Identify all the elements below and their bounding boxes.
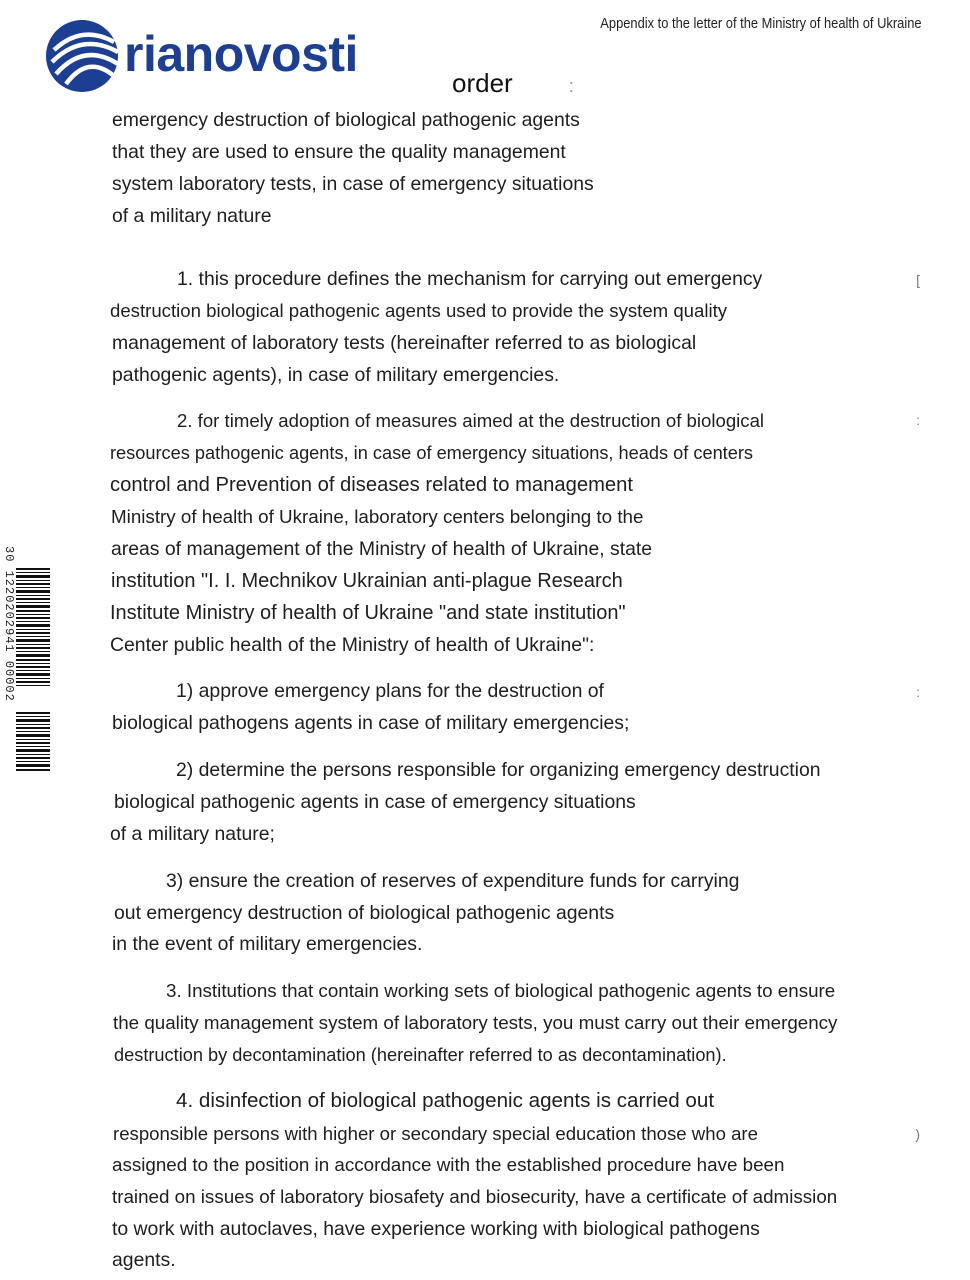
paragraph-line: 3. Institutions that contain working sets of biological pathogenic agents to ensure [166, 980, 836, 1001]
paragraph-line: 1. this procedure defines the mechanism for carrying out emergency [177, 268, 763, 290]
paragraph-line: agents. [112, 1249, 176, 1271]
paragraph-line: destruction by decontamination (hereinafter referred to as decontamination). [114, 1045, 727, 1065]
list-item-line: 1) approve emergency plans for the destruction of [176, 680, 604, 702]
paragraph-line: to work with autoclaves, have experience working with biological pathogens [112, 1218, 760, 1240]
appendix-header: Appendix to the letter of the Ministry of health of Ukraine [600, 15, 922, 32]
paragraph-line: institution "I. I. Mechnikov Ukrainian anti-plague Research [111, 570, 623, 592]
title-line: emergency destruction of biological pathogenic agents [112, 109, 580, 131]
list-item-line: 2) determine the persons responsible for organizing emergency destruction [176, 759, 821, 781]
list-item-line: out emergency destruction of biological pathogenic agents [114, 902, 615, 924]
paragraph-line: assigned to the position in accordance with the established procedure have been [112, 1154, 785, 1175]
paragraph-line: resources pathogenic agents, in case of emergency situations, heads of centers [110, 443, 754, 463]
paragraph-line: control and Prevention of diseases related to management [110, 474, 633, 496]
paragraph-line: areas of management of the Ministry of health of Ukraine, state [111, 538, 653, 560]
order-label: order [452, 68, 513, 98]
list-item-line: biological pathogenic agents in case of emergency situations [114, 791, 636, 813]
paragraph-line: management of laboratory tests (hereinafter referred to as biological [112, 332, 697, 354]
scan-mark: [ [916, 272, 920, 288]
list-item-line: of a military nature; [110, 823, 275, 845]
scan-mark: : [916, 412, 920, 428]
paragraph-line: the quality management system of laboratory tests, you must carry out their emergency [113, 1012, 838, 1033]
list-item-line: in the event of military emergencies. [112, 933, 423, 955]
order-mark: : [568, 76, 574, 96]
paragraph-line: pathogenic agents), in case of military emergencies. [112, 364, 560, 386]
barcode-icon [16, 546, 52, 772]
paragraph-line: 2. for timely adoption of measures aimed at the destruction of biological [177, 410, 765, 431]
scan-mark: : [916, 684, 920, 700]
title-line: system laboratory tests, in case of emergency situations [112, 173, 594, 195]
order-title [452, 68, 574, 99]
logo-wordmark: rianovosti [124, 26, 358, 82]
list-item-line: 3) ensure the creation of reserves of expenditure funds for carrying [166, 870, 740, 892]
paragraph-line: Institute Ministry of health of Ukraine "and state institution" [110, 602, 626, 624]
side-barcode [2, 546, 54, 776]
paragraph-line: trained on issues of laboratory biosafety and biosecurity, have a certificate of admission [112, 1186, 838, 1207]
paragraph-line: Center public health of the Ministry of health of Ukraine": [110, 634, 595, 656]
scan-mark: ) [915, 1126, 920, 1142]
list-item-line: biological pathogens agents in case of military emergencies; [112, 712, 630, 734]
title-line: that they are used to ensure the quality management [112, 141, 566, 163]
paragraph-line: 4. disinfection of biological pathogenic agents is carried out [176, 1089, 715, 1112]
paragraph-line: responsible persons with higher or secondary special education those who are [113, 1123, 758, 1144]
globe-logo-icon [44, 16, 124, 94]
barcode-digits: 30 1220202941 00002 [2, 546, 16, 702]
paragraph-line: destruction biological pathogenic agents used to provide the system quality [110, 300, 728, 321]
paragraph-line: Ministry of health of Ukraine, laboratory centers belonging to the [111, 506, 644, 527]
rianovosti-logo [44, 16, 404, 94]
title-line: of a military nature [112, 205, 272, 227]
